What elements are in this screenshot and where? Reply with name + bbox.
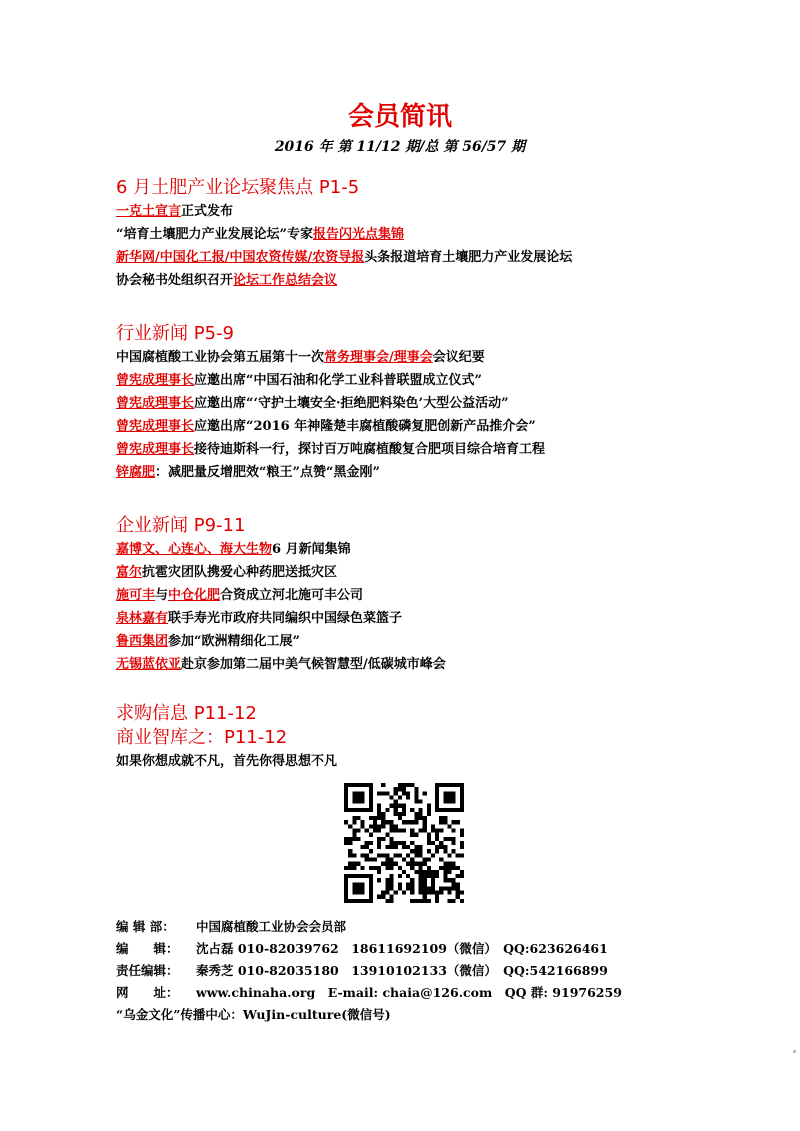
- item-text: 参加“欧洲精细化工展”: [168, 634, 300, 649]
- link[interactable]: 富尔: [116, 565, 143, 580]
- link[interactable]: 泉林嘉有: [116, 611, 169, 626]
- footer-value: 中国腐植酸工业协会会员部: [196, 919, 347, 934]
- section-heading: 商业智库之：P11-12: [116, 727, 288, 748]
- link[interactable]: 曾宪成理事长: [116, 442, 195, 457]
- link[interactable]: 鲁西集团: [116, 634, 169, 649]
- link[interactable]: 报告闪光点集锦: [312, 227, 404, 242]
- list-item: [116, 269, 736, 292]
- item-text: 协会秘书处组织召开: [116, 273, 234, 288]
- item-text: ：减肥量反增肥效“粮王”点赞“黑金刚”: [155, 465, 380, 480]
- qr-code-icon: [344, 783, 464, 903]
- footer-label: 编 辑 部：: [116, 919, 175, 934]
- list-item: [116, 438, 736, 461]
- link[interactable]: 曾宪成理事长: [116, 419, 195, 434]
- section-industry-news: [116, 322, 736, 484]
- list-item: [116, 538, 736, 561]
- item-text: 赴京参加第二届中美气候智慧型/低碳城市峰会: [181, 657, 446, 672]
- section-purchase-info: [116, 702, 736, 773]
- list-item: [116, 653, 736, 676]
- list-item: [116, 346, 736, 369]
- list-item: [116, 223, 736, 246]
- footer-value: 秦秀芝 010-82035180 13910102133（微信） QQ:542166899: [196, 963, 608, 978]
- footer-value[interactable]: www.chinaha.org E-mail: chaia@126.com QQ 群: 91976259: [196, 985, 622, 1000]
- list-item: [116, 584, 736, 607]
- page-title: 会员简讯: [347, 102, 452, 132]
- footer-label: 网 址：: [116, 985, 179, 1000]
- section-heading: 6 月土肥产业论坛聚焦点 P1-5: [116, 177, 360, 198]
- scan-speck: [793, 1050, 796, 1053]
- wechat-text: “乌金文化”传播中心：WuJin-culture(微信号): [116, 1007, 391, 1022]
- item-text: 联手寿光市政府共同编织中国绿色菜篮子: [168, 611, 403, 626]
- section-heading: 行业新闻 P5-9: [116, 323, 234, 344]
- footer-line: [116, 960, 736, 982]
- issue-number: 2016 年 第 11/12 期/总 第 56/57 期: [274, 139, 526, 155]
- list-item: [116, 415, 736, 438]
- link[interactable]: 施可丰: [116, 588, 156, 603]
- list-item: [116, 369, 736, 392]
- link[interactable]: 无锡蓝依亚: [116, 657, 182, 672]
- item-text: 与: [155, 588, 169, 603]
- item-text: 应邀出席“2016 年神隆楚丰腐植酸磷复肥创新产品推介会”: [194, 419, 536, 434]
- list-item: [116, 630, 736, 653]
- item-text: 接待迪斯科一行，探讨百万吨腐植酸复合肥项目综合培育工程: [194, 442, 546, 457]
- footer-line: [116, 938, 736, 960]
- contact-footer: [116, 916, 736, 1026]
- link[interactable]: 锌腐肥: [116, 465, 156, 480]
- section-heading: 求购信息 P11-12: [116, 703, 257, 724]
- section-forum: [116, 176, 736, 292]
- item-text: 6 月新闻集锦: [272, 542, 351, 557]
- item-text: 中国腐植酸工业协会第五届第十一次: [116, 350, 325, 365]
- footer-label: 责任编辑：: [116, 963, 179, 978]
- list-item: [116, 461, 736, 484]
- item-text: 头条报道培育土壤肥力产业发展论坛: [364, 250, 573, 265]
- link[interactable]: 新华网/中国化工报/中国农资传媒/农资导报: [116, 250, 365, 265]
- item-text: “培育土壤肥力产业发展论坛”专家: [116, 227, 313, 242]
- item-text: 抗雹灾团队携爱心种药肥送抵灾区: [142, 565, 338, 580]
- link[interactable]: 常务理事会/理事会: [324, 350, 433, 365]
- link[interactable]: 一克土宣言: [116, 204, 182, 219]
- section-heading: 企业新闻 P9-11: [116, 515, 246, 536]
- item-text: 应邀出席“中国石油和化学工业科普联盟成立仪式”: [194, 373, 482, 388]
- footer-line: [116, 982, 736, 1004]
- link[interactable]: 中仓化肥: [168, 588, 221, 603]
- motto-text: 如果你想成就不凡，首先你得思想不凡: [116, 754, 338, 769]
- link[interactable]: 曾宪成理事长: [116, 396, 195, 411]
- item-text: 正式发布: [181, 204, 234, 219]
- footer-line: [116, 1004, 736, 1026]
- item-text: 应邀出席“‘守护土壤安全·拒绝肥料染色’大型公益活动”: [194, 396, 509, 411]
- link[interactable]: 论坛工作总结会议: [233, 273, 338, 288]
- list-item: [116, 561, 736, 584]
- list-item: [116, 246, 736, 269]
- footer-label: 编 辑：: [116, 941, 179, 956]
- footer-value: 沈占磊 010-82039762 18611692109（微信） QQ:623626461: [196, 941, 608, 956]
- list-item: [116, 392, 736, 415]
- footer-line: [116, 916, 736, 938]
- list-item: [116, 607, 736, 630]
- section-enterprise-news: [116, 514, 736, 676]
- list-item: [116, 200, 736, 223]
- item-text: 会议纪要: [432, 350, 485, 365]
- link[interactable]: 嘉博文、心连心、海大生物: [116, 542, 273, 557]
- item-text: 合资成立河北施可丰公司: [220, 588, 364, 603]
- link[interactable]: 曾宪成理事长: [116, 373, 195, 388]
